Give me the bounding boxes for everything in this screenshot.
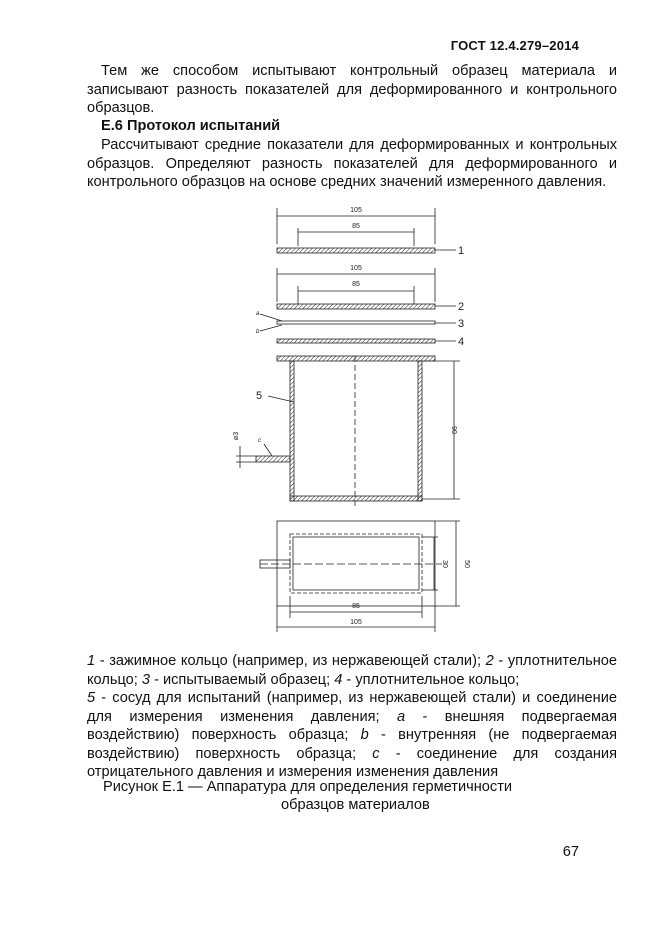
- section-heading: Е.6 Протокол испытаний: [101, 118, 281, 134]
- dim-105-mid: 105: [350, 265, 362, 272]
- sealing-ring-part-4: [277, 339, 456, 343]
- paragraph-control-sample: Тем же способом испытывают контрольный образец материала и записывают разность показателей для деформированного и контрольного образцов.: [87, 63, 617, 116]
- dim-85-bottom: 85: [352, 603, 360, 610]
- label-b: b: [256, 329, 260, 335]
- dim-diameter-3: ø3: [233, 431, 240, 441]
- dim-90: 90: [450, 426, 457, 434]
- apparatus-figure: [220, 196, 490, 636]
- label-c: c: [258, 438, 261, 444]
- label-a: a: [256, 311, 260, 317]
- plan-view: [260, 521, 460, 632]
- paragraph-protocol: Рассчитывают средние показатели для деформированных и контрольных образцов. Определяют разность показателей для деформированного и контрольного образцов на основе средних значений измеренного давления.: [87, 137, 617, 190]
- sealing-ring-part-2: [277, 268, 456, 309]
- dim-85-top: 85: [352, 223, 360, 230]
- figure-title-line-2: образцов материалов: [281, 797, 430, 813]
- dim-105-top: 105: [350, 207, 362, 214]
- dim-105-bottom: 105: [350, 619, 362, 626]
- label-3: 3: [458, 318, 465, 330]
- label-1: 1: [458, 245, 465, 257]
- test-vessel-part-5: [236, 356, 460, 506]
- label-2: 2: [458, 301, 465, 313]
- dim-30: 30: [441, 560, 448, 568]
- dim-50: 50: [463, 560, 470, 568]
- figure-title-line-1: Рисунок Е.1 — Аппаратура для определения герметичности: [103, 779, 513, 795]
- document-code: ГОСТ 12.4.279–2014: [450, 38, 579, 53]
- label-4: 4: [458, 336, 465, 348]
- figure-legend: 1 - зажимное кольцо (например, из нержавеющей стали); 2 - уплотнительное кольцо; 3 - испытываемый образец; 4 - уплотнительное кольцо; 5 - сосуд для испытаний (например, из нержавеющей стали) и соединение для измерения изменения давления; a - внешняя подвергаемая воздействию) поверхность образца; b - внутренняя (не подвергаемая воздействию) поверхность образца; c - соединение для создания отрицательного давления и измерения изменения давления: [87, 653, 617, 780]
- test-sample-part-3: [260, 314, 456, 331]
- clamp-ring-part-1: [277, 208, 456, 253]
- dim-85-mid: 85: [352, 281, 360, 288]
- page-number: 67: [562, 844, 579, 860]
- label-5: 5: [256, 390, 263, 402]
